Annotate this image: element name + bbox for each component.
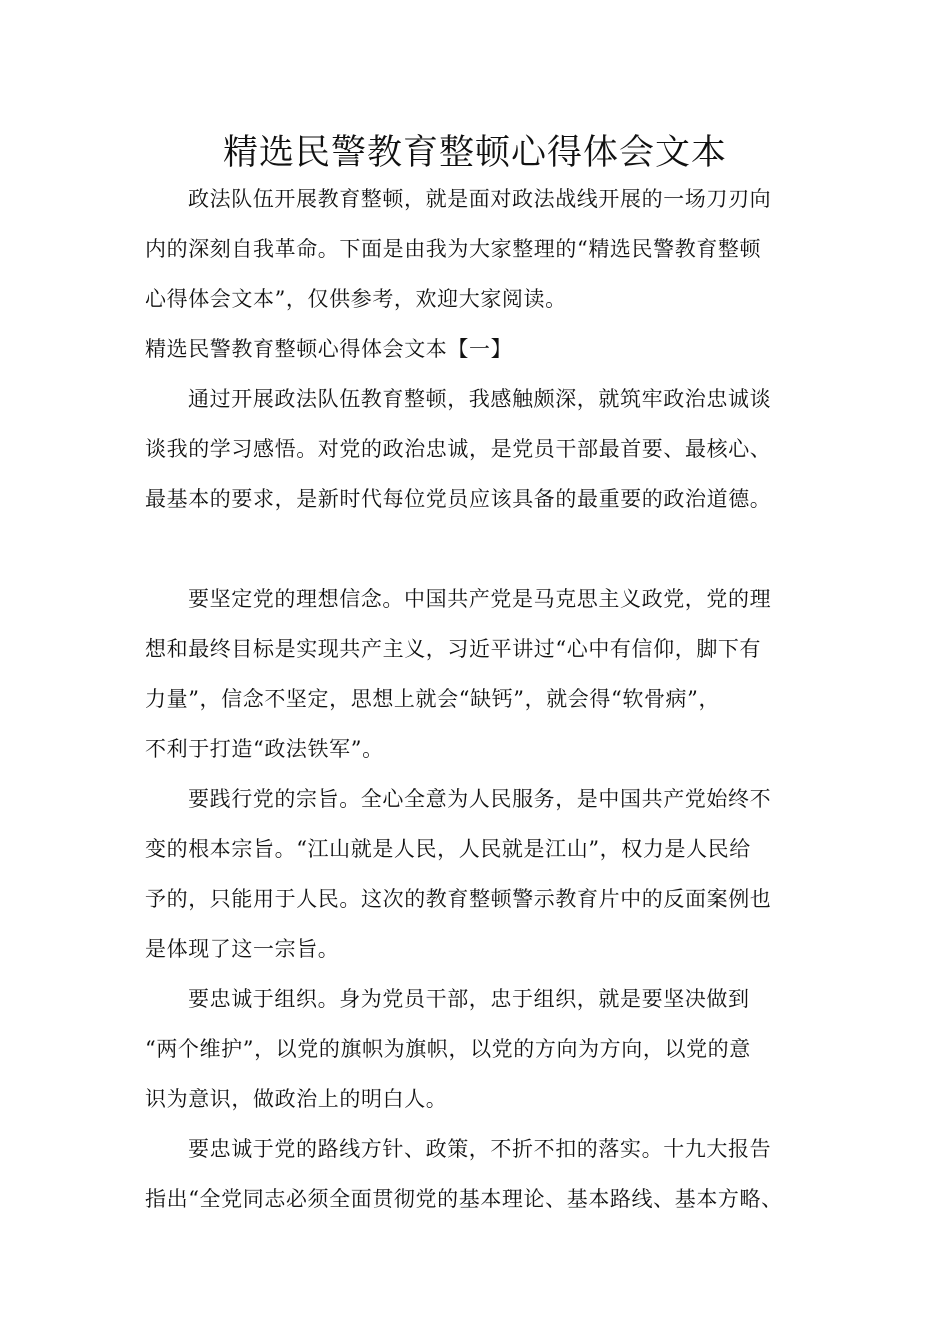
document-title: 精选民警教育整顿心得体会文本 [222,133,727,173]
paragraph-line: 指出“全党同志必须全面贯彻党的基本理论、基本路线、基本方略、 [145,1187,783,1211]
paragraph-line: 政法队伍开展教育整顿，就是面对政法战线开展的一场刀刃向 [188,187,772,211]
paragraph-line: 要践行党的宗旨。全心全意为人民服务，是中国共产党始终不 [188,787,772,811]
paragraph-line: 识为意识，做政治上的明白人。 [145,1087,448,1111]
paragraph-line: 不利于打造“政法铁军”。 [145,737,384,761]
section-heading: 精选民警教育整顿心得体会文本【一】 [145,337,513,361]
paragraph-line: 要忠诚于党的路线方针、政策，不折不扣的落实。十九大报告 [188,1137,772,1161]
paragraph-line: 谈我的学习感悟。对党的政治忠诚，是党员干部最首要、最核心、 [145,437,772,461]
paragraph-line: 力量”，信念不坚定，思想上就会“缺钙”，就会得“软骨病”， [145,687,721,711]
paragraph-line: “两个维护”，以党的旗帜为旗帜，以党的方向为方向，以党的意 [145,1037,751,1061]
paragraph-line: 想和最终目标是实现共产主义，习近平讲过“心中有信仰，脚下有 [145,637,762,661]
paragraph-line: 通过开展政法队伍教育整顿，我感触颇深，就筑牢政治忠诚谈 [188,387,772,411]
paragraph-line: 心得体会文本”，仅供参考，欢迎大家阅读。 [145,287,567,311]
paragraph-line: 最基本的要求，是新时代每位党员应该具备的最重要的政治道德。 [145,487,772,511]
paragraph-line: 予的，只能用于人民。这次的教育整顿警示教育片中的反面案例也 [145,887,772,911]
paragraph-line: 是体现了这一宗旨。 [145,937,340,961]
paragraph-line: 变的根本宗旨。“江山就是人民，人民就是江山”，权力是人民给 [145,837,751,861]
paragraph-line: 要坚定党的理想信念。中国共产党是马克思主义政党，党的理 [188,587,772,611]
paragraph-line: 内的深刻自我革命。下面是由我为大家整理的“精选民警教育整顿 [145,237,762,261]
paragraph-line: 要忠诚于组织。身为党员干部，忠于组织，就是要坚决做到 [188,987,750,1011]
